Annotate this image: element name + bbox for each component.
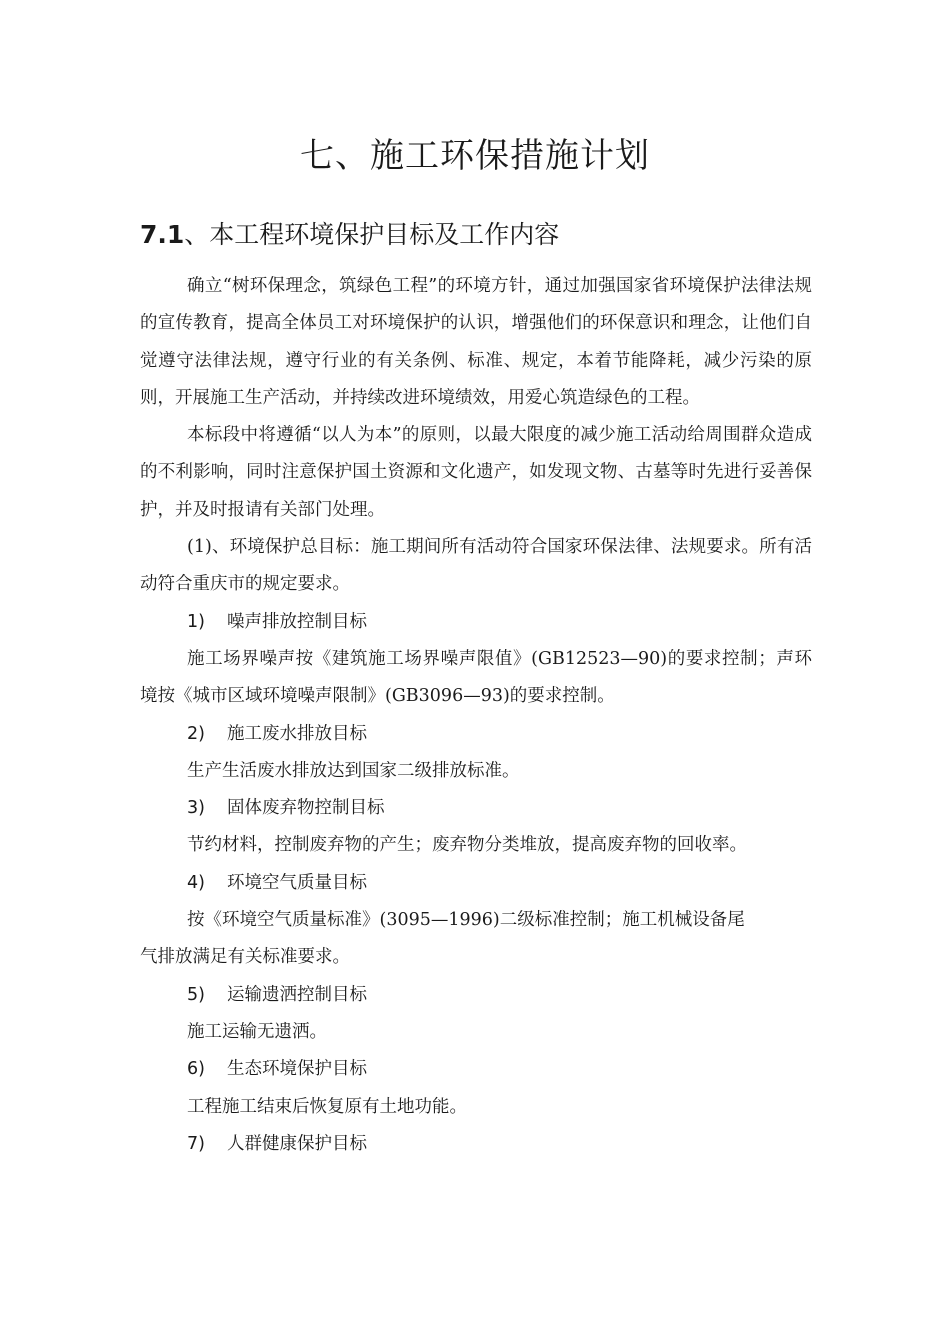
goal-detail-continued: 气排放满足有关标准要求。 (140, 947, 350, 968)
section-heading-text: 、本工程环境保护目标及工作内容 (184, 220, 560, 249)
section-heading (140, 215, 559, 251)
goal-marker: 4) (187, 872, 205, 893)
goal-marker: 2) (187, 723, 205, 744)
goal-detail: 生产生活废水排放达到国家二级排放标准。 (187, 760, 520, 781)
goal-detail: 按《环境空气质量标准》(3095—1996)二级标准控制；施工机械设备尾 (187, 910, 745, 931)
goal-detail: 工程施工结束后恢复原有土地功能。 (187, 1096, 467, 1117)
section-number: 7.1 (140, 220, 185, 249)
document-body (140, 268, 812, 1163)
goal-title: 环境空气质量目标 (227, 872, 367, 893)
goal-item (140, 716, 812, 753)
goal-title: 施工废水排放目标 (227, 723, 367, 744)
goal-marker: 7) (187, 1133, 205, 1154)
goal-item (140, 604, 812, 641)
goal-item (140, 865, 812, 902)
goal-item (140, 1051, 812, 1088)
goal-item (140, 1126, 812, 1163)
goal-detail: 施工运输无遗洒。 (187, 1021, 327, 1042)
goal-title: 固体废弃物控制目标 (227, 798, 385, 819)
paragraph: (1)、环境保护总目标：施工期间所有活动符合国家环保法律、法规要求。所有活动符合重庆市的规定要求。 (140, 537, 812, 595)
goal-title: 生态环境保护目标 (227, 1059, 367, 1080)
goal-title: 运输遗洒控制目标 (227, 984, 367, 1005)
paragraph: 确立“树环保理念，筑绿色工程”的环境方针，通过加强国家省环境保护法律法规的宣传教育，提高全体员工对环境保护的认识，增强他们的环保意识和理念，让他们自觉遵守法律法规，遵守行业的有关条例、标准、规定，本着节能降耗，减少污染的原则，开展施工生产活动，并持续改进环境绩效，用爱心筑造绿色的工程。 (140, 276, 812, 408)
goal-marker: 6) (187, 1059, 205, 1080)
goal-title: 噪声排放控制目标 (227, 611, 367, 632)
goal-title: 人群健康保护目标 (227, 1133, 367, 1154)
goal-item (140, 977, 812, 1014)
goal-detail: 节约材料，控制废弃物的产生；废弃物分类堆放，提高废弃物的回收率。 (187, 835, 747, 856)
goal-item (140, 790, 812, 827)
page-title: 七、施工环保措施计划 (300, 136, 650, 176)
goal-marker: 5) (187, 984, 205, 1005)
goal-marker: 1) (187, 611, 205, 632)
paragraph: 本标段中将遵循“以人为本”的原则，以最大限度的减少施工活动给周围群众造成的不利影响，同时注意保护国土资源和文化遗产，如发现文物、古墓等时先进行妥善保护，并及时报请有关部门处理。 (140, 425, 812, 520)
goal-marker: 3) (187, 798, 205, 819)
goal-detail: 施工场界噪声按《建筑施工场界噪声限值》(GB12523—90)的要求控制；声环境按《城市区域环境噪声限制》(GB3096—93)的要求控制。 (140, 648, 812, 707)
